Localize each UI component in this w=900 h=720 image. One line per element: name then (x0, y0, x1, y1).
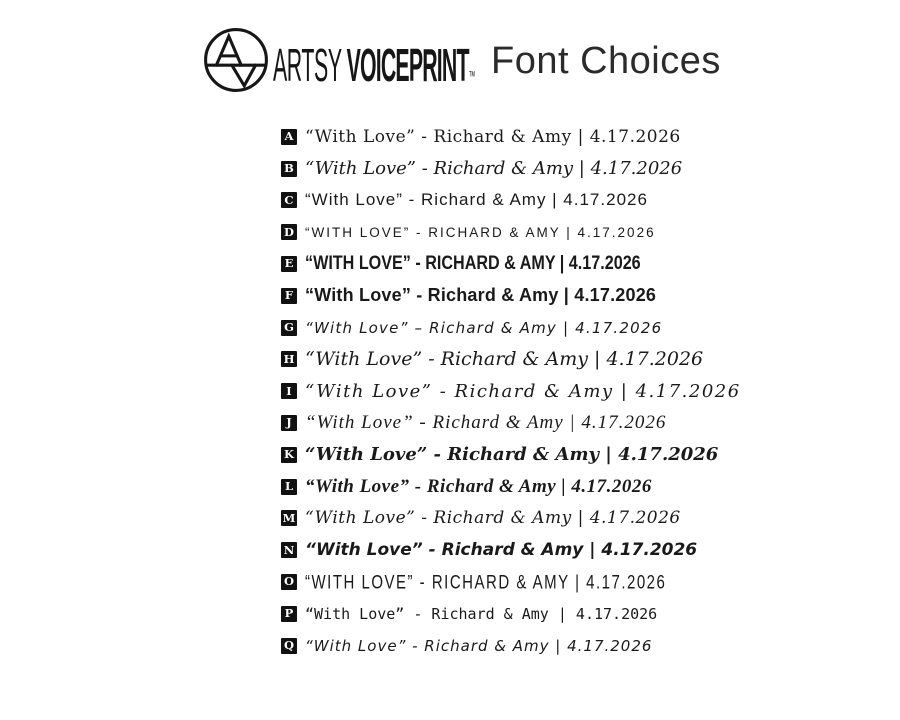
font-choice-row-c (281, 185, 741, 217)
font-choice-row-a (281, 121, 741, 153)
font-letter-badge: P (281, 606, 297, 622)
font-choice-row-m (281, 503, 741, 535)
font-choice-row-f (281, 280, 741, 312)
font-sample-text: “With Love” - Richard & Amy | 4.17.2026 (305, 126, 681, 147)
font-letter-badge: L (281, 479, 297, 495)
font-sample-text: “With Love” - Richard & Amy | 4.17.2026 (305, 540, 698, 561)
font-choice-row-h (281, 344, 741, 376)
font-choice-list (281, 121, 741, 662)
font-letter-badge: O (281, 574, 297, 590)
font-sample-text: “WITH LOVE” - RICHARD & AMY | 4.17.2026 (305, 224, 656, 240)
font-letter-badge: J (281, 415, 297, 431)
font-sample-text: “With Love” - Richard & Amy | 4.17.2026 (305, 475, 652, 497)
font-choice-row-i (281, 375, 741, 407)
page-title: Font Choices (491, 40, 721, 82)
font-sample-text: “With Love” - Richard & Amy | 4.17.2026 (305, 508, 681, 529)
font-sample-text: “WITH LOVE” - RICHARD & AMY | 4.17.2026 (305, 253, 641, 275)
font-letter-badge: F (281, 288, 297, 304)
font-sample-text: “With Love” - Richard & Amy | 4.17.2026 (305, 348, 704, 371)
font-letter-badge: N (281, 542, 297, 558)
font-sample-text: “With Love” - Richard & Amy | 4.17.2026 (305, 412, 667, 434)
brand-word-voiceprint: VOICEPRINT (346, 38, 469, 92)
font-sample-text: “With Love” - Richard & Amy | 4.17.2026 (305, 636, 653, 655)
font-choice-row-q (281, 630, 741, 662)
font-choice-row-n (281, 534, 741, 566)
font-sample-text: “With Love” - Richard & Amy | 4.17.2026 (305, 444, 719, 466)
font-choice-row-g (281, 312, 741, 344)
font-letter-badge: A (281, 129, 297, 145)
font-sample-text: “With Love” - Richard & Amy | 4.17.2026 (305, 190, 648, 210)
font-letter-badge: E (281, 256, 297, 272)
font-letter-badge: B (281, 161, 297, 177)
font-letter-badge: M (282, 510, 296, 525)
trademark-symbol: ™ (468, 68, 476, 85)
font-choice-row-e (281, 248, 741, 280)
font-sample-text: “With Love” – Richard & Amy | 4.17.2026 (305, 318, 663, 337)
font-sample-text: “WITH LOVE” - RICHARD & AMY | 4.17.2026 (305, 570, 667, 594)
brand-word-artsy: ARTSY (273, 38, 342, 92)
font-sample-text: “With Love” - Richard & Amy | 4.17.2026 (305, 380, 741, 402)
font-sample-text: “With Love” - Richard & Amy | 4.17.2026 (305, 604, 658, 623)
font-choice-row-o (281, 566, 741, 598)
brand-name (273, 34, 520, 92)
font-letter-badge: D (281, 224, 297, 240)
font-letter-badge: Q (281, 638, 297, 654)
font-letter-badge: H (281, 351, 297, 367)
font-choice-row-p (281, 598, 741, 630)
font-choice-row-d (281, 216, 741, 248)
font-letter-badge: K (281, 447, 297, 463)
font-sample-text: “With Love” - Richard & Amy | 4.17.2026 (305, 285, 657, 306)
font-letter-badge: I (281, 383, 297, 399)
font-choice-row-j (281, 407, 741, 439)
font-letter-badge: G (281, 320, 297, 336)
font-letter-badge: C (281, 192, 297, 208)
font-choice-row-l (281, 471, 741, 503)
artsy-voiceprint-monogram-icon (202, 26, 270, 94)
font-choice-row-b (281, 153, 741, 185)
font-sample-text: “With Love” - Richard & Amy | 4.17.2026 (305, 158, 683, 180)
font-choice-row-k (281, 439, 741, 471)
